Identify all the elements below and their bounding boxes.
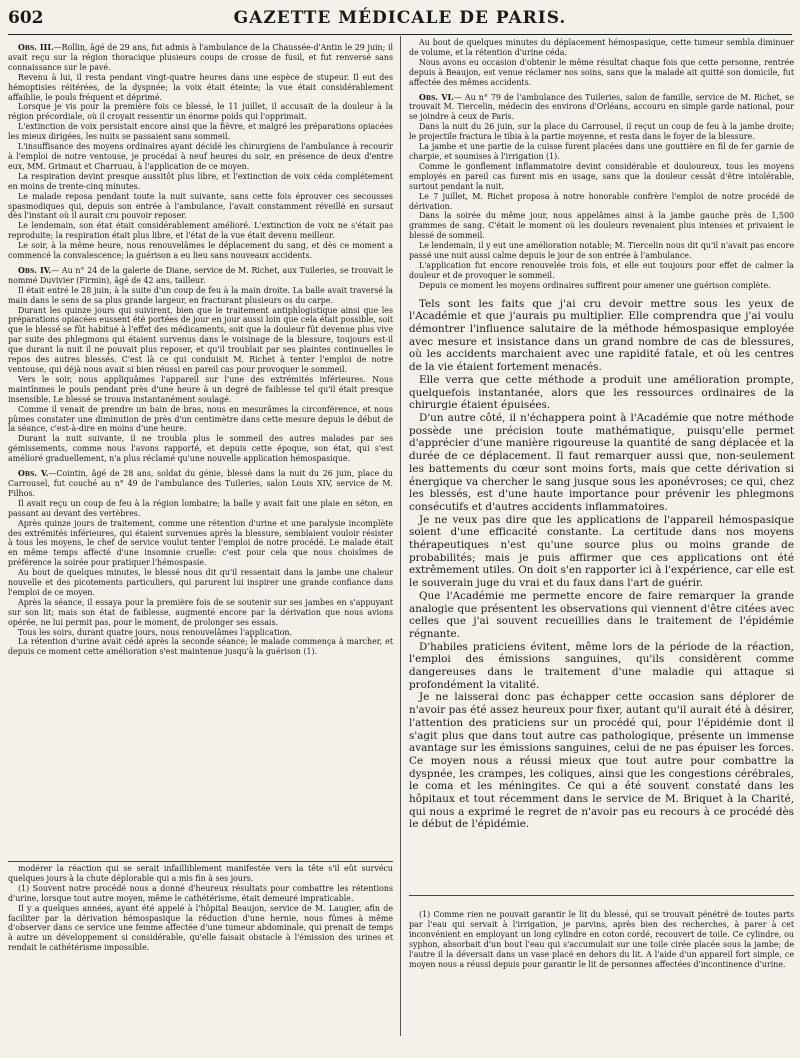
paragraph-text: La rétention d'urine avait cédé après la seconde séance; le malade commença à marcher, et depuis ce moment cette amélioration s'est maintenue jusqu'à la guérison (1). [8, 637, 393, 657]
paragraph-text: Le lendemain, son état était considérablement amélioré. L'extinction de voix ne s'était pas reproduite; la respiration était plus libre, et l'état de la vue était devenu meilleur. [8, 221, 393, 241]
body-paragraph [409, 298, 794, 374]
body-paragraph [409, 261, 794, 281]
paragraph-text: Depuis ce moment les moyens ordinaires suffirent pour amener une guérison complète. [419, 280, 771, 290]
body-paragraph [8, 241, 393, 261]
body-paragraph [8, 122, 393, 142]
paragraph-text: —Cointin, âgé de 28 ans, soldat du génie, blessé dans la nuit du 26 juin, place du Carrousel, fut couché au n° 49 de l'ambulance des Tuileries, salon Louis XIV, service de M. Filhos. [8, 469, 393, 498]
observation-label: Obs. III. [18, 43, 54, 52]
body-paragraph [8, 142, 393, 172]
left-column [8, 38, 393, 1023]
paragraph-text: Dans la soirée du même jour, nous appelâmes ainsi à la jambe gauche près de 1,500 grammes de sang. C'était le moment où les douleurs revenaient plus intenses et privaient le blessé de sommeil. [409, 211, 794, 241]
body-paragraph [8, 286, 393, 306]
observation-label: Obs. V. [18, 469, 49, 479]
paragraph-text: Lorsque je vis pour la première fois ce blessé, le 11 juillet, il accusait de la douleur à la région précordiale, où il croyait ressentir un énorme poids qui l'opprimait. [8, 102, 393, 122]
paragraph-text: Je ne veux pas dire que les applications de l'appareil hémospasique soient d'une efficacité constante. La certitude dans nos moyens thérapeutiques n'est qu'une source plus ou moins grande de probabilités; mais je puis affirmer que ces applications ont été extrêmement utiles. On doit s'en rapporter ici à l'expérience, car elle est le souverain juge du vrai et du faux dans l'art de guérir. [409, 513, 794, 590]
paragraph-text: Le lendemain, il y eut une amélioration notable; M. Tiercelin nous dit qu'il n'avait pas encore passé une nuit aussi calme depuis le jour de son entrée à l'ambulance. [409, 241, 794, 261]
paragraph-text: — Au n° 79 de l'ambulance des Tuileries, salon de famille, service de M. Richet, se trouvait M. Tiercelin, médecin des environs d'Orléans, accouru en simple garde national, pour se joindre à ceux de Paris. [409, 92, 794, 122]
body-paragraph [8, 192, 393, 222]
body-paragraph [8, 499, 393, 519]
paragraph-text: Le soir, à la même heure, nous renouvelâmes le déplacement du sang, et dès ce moment a commencé la convalescence; la guérison a eu lieu sans nouveaux accidents. [8, 241, 393, 261]
body-paragraph [409, 590, 794, 641]
body-paragraph [409, 412, 794, 514]
paragraph-text: Le 7 juillet, M. Richet proposa à notre honorable confrère l'emploi de notre procédé de dérivation. [409, 191, 794, 211]
paragraph-text: Le malade reposa pendant toute la nuit suivante, sans cette fois éprouver ces secousses spasmodiques qui, depuis son entrée à l'ambulance, l'avait constamment réveillé en sursaut dès l'instant où il aurait cru pouvoir reposer. [8, 191, 393, 221]
body-paragraph [409, 281, 794, 291]
paragraph-text: Au bout de quelques minutes du déplacement hémospasique, cette tumeur sembla diminuer de volume, et la rétention d'urine céda. [409, 38, 794, 57]
paragraph-text: L'insuffisance des moyens ordinaires ayant décidé les chirurgiens de l'ambulance à recourir à l'emploi de notre ventouse, je procédai à neuf heures du soir, en présence de deux d'entre eux, MM. Grimaut et Charruau, à l'application de ce moyen. [8, 142, 393, 171]
body-paragraph [409, 241, 794, 261]
body-paragraph [8, 172, 393, 192]
body-paragraph [409, 641, 794, 692]
paragraph-text: D'habiles praticiens évitent, même lors de la période de la réaction, l'emploi des émissions sanguines, qu'ils considèrent comme dangereuses dans le traitement d'une maladie qui attaque si profondément la vitalité. [409, 640, 794, 691]
body-paragraph [409, 122, 794, 142]
paragraph-text: Après quinze jours de traitement, comme une rétention d'urine et une paralysie incomplète des extrémités inférieures, qui étaient survenues après la blessure, semblaient vouloir résister à tous les moyens, le chef de service voulut tenter l'emploi de notre procédé. Le malade était en même temps affecté d'une insomnie cruelle: c'est pour cela que nous choisîmes de préférence la soirée pour pratiquer l'hémospasie. [8, 518, 393, 568]
paragraph-text: Que l'Académie me permette encore de faire remarquer la grande analogie que présentent les observations qui viennent d'être citées avec celles que j'ai souvent recueillies dans le traitement de l'épidémie régnante. [409, 589, 794, 640]
body-paragraph [409, 211, 794, 241]
paragraph-text: — Au n° 24 de la galerie de Diane, service de M. Richet, aux Tuileries, se trouvait le nommé Duvivier (Firmin), âgé de 42 ans, tailleur. [8, 265, 393, 285]
observation-heading-paragraph [8, 43, 393, 73]
footnote [409, 895, 794, 969]
page-header [8, 6, 792, 35]
body-paragraph [409, 374, 794, 412]
paragraph-text: Il était entré le 28 juin, à la suite d'un coup de feu à la main droite. La balle avait traversé la main dans le sens de sa plus grande largeur, en fracturant plusieurs os du carpe. [8, 285, 393, 305]
paragraph-text: La respiration devint presque aussitôt plus libre, et l'extinction de voix cédа complétement en moins de trente-cinq minutes. [8, 171, 393, 191]
body-paragraph [8, 434, 393, 464]
paragraph-text: Revenu à lui, il resta pendant vingt-quatre heures dans une espèce de stupeur. Il eut des hémoptisies réitérées, de la dyspnée; la voix était éteinte; la vue était considérablement affaiblie, le pouls fréquent et déprimé. [8, 72, 393, 102]
body-paragraph [8, 306, 393, 375]
paragraph-text: Durant la nuit suivante, il ne troubla plus le sommeil des autres malades par ses gémissements, comme nous l'avons rapporté, et depuis cette époque, son état, qui s'est amélioré graduellement, n'a plus réclamé qu'une nouvelle application hémospasique. [8, 434, 393, 464]
observation-label: Obs. VI. [419, 92, 454, 102]
paragraph-text: Elle verra que cette méthode a produit une amélioration prompte, quelquefois instantanée, alors que les ressources ordinaires de la chirurgie étaient épuisées. [409, 373, 794, 412]
body-paragraph [8, 884, 393, 904]
paragraph-text: modérer la réaction qui se serait infailliblement manifestée vers la tête s'il eût survécu quelques jours à la chute déplorable qui a mis fin à ses jours. [8, 864, 393, 883]
paragraph-text: Dans la nuit du 26 juin, sur la place du Carrousel, il reçut un coup de feu à la jambe droite; le projectile fractura le tibia à la partie moyenne, et resta dans le foyer de la blessure. [409, 122, 794, 142]
body-paragraph [409, 691, 794, 831]
body-paragraph [409, 58, 794, 88]
body-paragraph [8, 405, 393, 435]
observation-heading-paragraph [8, 469, 393, 499]
body-paragraph [8, 568, 393, 598]
body-paragraph [8, 904, 393, 954]
paragraph-text: Il y a quelques années, ayant été appelé à l'hôpital Beaujon, service de M. Laugier, afin de faciliter par la dérivation hémospasique la réduction d'une hernie, nous fûmes à même d'observer dans ce service une femme affectée d'une tumeur abdominale, qui prenait de temps à autre un développement si considérable, qu'elle faisait obstacle à l'émission des urines et rendait le cathétérisme impossible. [8, 903, 393, 953]
body-paragraph [8, 221, 393, 241]
paragraph-text: Au bout de quelques minutes, le blessé nous dit qu'il ressentait dans la jambe une chaleur nouvelle et des picotements particuliers, qui parurent lui inspirer une grande confiance dans l'emploi de ce moyen. [8, 568, 393, 597]
paragraph-text: D'un autre côté, il n'échappera point à l'Académie que notre méthode possède une précision toute mathématique, puisqu'elle permet d'apprécier d'une manière rigoureuse la quantité de sang déplacée et la durée de ce déplacement. Il faut remarquer aussi que, non-seulement les battements du cœur sont moins forts, mais que cette dérivation si énergique va chercher le sang jusque sous les aponévroses; ce qui, chez les blessés, est d'une haute importance pour prévenir les phlegmons consécutifs et d'autres accidents inflammatoires. [409, 411, 794, 513]
paragraph-text: Tous les soirs, durant quatre jours, nous renouvelâmes l'application. [18, 627, 292, 637]
body-paragraph [409, 38, 794, 58]
body-paragraph [409, 142, 794, 162]
paragraph-text: Il avait reçu un coup de feu à la région lombaire; la balle y avait fait une plaie en séton, en passant au devant des vertèbres. [8, 498, 393, 518]
body-paragraph [8, 637, 393, 657]
paragraph-text: Je ne laisserai donc pas échapper cette occasion sans déplorer de n'avoir pas été assez heureux pour fixer, autant qu'il aurait été à désirer, l'attention des praticiens sur un procédé qui, pour l'épidémie dont il s'agit plus que dans tout autre cas pathologique, présente un immense avantage sur les émissions sanguines, celui de ne pas épuiser les forces. Ce moyen nous a réussi mieux que tout autre pour combattre la dyspnée, les crampes, les coliques, ainsi que les congestions cérébrales, le coma et les méningites. Ce qui a été souvent constaté dans les hôpitaux et tout récemment dans le service de M. Briquet à la Charité, qui nous a exprimé le regret de n'avoir pas eu recours à ce procédé dès le début de l'épidémie. [409, 691, 794, 831]
observation-label: Obs. IV. [18, 265, 52, 275]
paragraph-text: Comme il venait de prendre un bain de bras, nous en mesurâmes la circonférence, et nous pûmes constater une diminution de près d'un centimètre dans cette mesure depuis le début de la séance, c'est-à-dire en moins d'une heure. [8, 404, 393, 434]
paragraph-text: Tels sont les faits que j'ai cru devoir mettre sous les yeux de l'Académie et que j'aurais pu multiplier. Elle comprendra que j'ai voulu démontrer l'influence salutaire de la méthode hémospasique employée avec mesure et insistance dans un grand nombre de cas de blessures, où les accidents marchaient avec une rapidité fatale, et où les centres de la vie étaient fortement menacés. [409, 297, 794, 374]
observation-heading-paragraph [8, 266, 393, 286]
paragraph-text: (1) Souvent notre procédé nous a donné d'heureux résultats pour combattre les rétentions d'urine, lorsque tout autre moyen, même le cathétérisme, était demeuré impraticable. [8, 883, 393, 903]
right-column [409, 38, 794, 1023]
observation-heading-paragraph [409, 93, 794, 123]
paragraph-text: Comme le gonflement inflammatoire devint considérable et douloureux, tous les moyens employés en pareil cas furent mis en usage, sans que la douleur cessât d'être intolérable, surtout pendant la nuit. [409, 161, 794, 191]
paragraph-text: —Rollin, âgé de 29 ans, fut admis à l'ambulance de la Chaussée-d'Antin le 29 juin; il avait reçu sur la région thoracique plusieurs coups de crosse de fusil, et fut renversé sans connaissance sur le pavé. [8, 43, 393, 72]
body-paragraph [8, 519, 393, 569]
page-number: 602 [8, 8, 44, 28]
body-paragraph [8, 73, 393, 103]
body-paragraph [409, 514, 794, 590]
column-divider [400, 36, 401, 1036]
footnote-text: (1) Comme rien ne pouvait garantir le lit du blessé, qui se trouvait pénétré de toutes parts par l'eau qui servait à l'irrigation, je parvins, après bien des recherches, à parer à cet inconvénient en employant un long cylindre en coton cordé, recouvert de toile. Ce cylindre, ou syphon, absorbait d'un bout l'eau qui s'accumulait sur une toile cirée placée sous la jambe; de l'autre il la déversait dans un vase placé en dehors du lit. A l'aide d'un appareil fort simple, ce moyen nous a réussi depuis pour garantir le lit de personnes affectées d'incontinence d'urine. [409, 910, 794, 969]
journal-title: GAZETTE MÉDICALE DE PARIS. [233, 8, 567, 28]
paragraph-text: L'application fut encore renouvelée trois fois, et elle eut toujours pour effet de calmer la douleur et de provoquer le sommeil. [409, 260, 794, 280]
body-paragraph [8, 598, 393, 628]
left-column-bottom [8, 861, 393, 953]
paragraph-text: La jambe et une partie de la cuisse furent placées dans une gouttière en fil de fer garnie de charpie, et soumises à l'irrigation (1). [409, 142, 794, 161]
paragraph-text: Durant les quinze jours qui suivirent, bien que le traitement antiphlogistique ainsi que les préparations opiacées eussent été portées de jour en jour aussi loin que cela était possible, soit que le blessé se fût habitué à l'effet des médicaments, soit que la douleur fût devenue plus vive par suite des phlegmons qui étaient survenus dans le voisinage de la blessure, toujours est-il que durant la nuit il ne pouvait plus reposer, et qu'il troublait par ses plaintes continuelles le repos des autres blessés. C'est là ce qui conduisit M. Richet à tenter l'emploi de notre ventouse, qui déjà nous avait si bien réussi en pareil cas pour provoquer le sommeil. [8, 305, 393, 374]
body-paragraph [409, 162, 794, 192]
body-paragraph [8, 102, 393, 122]
body-paragraph [8, 375, 393, 405]
paragraph-text: Vers le soir, nous appliquâmes l'appareil sur l'une des extrémités inférieures. Nous maintînmes le pouls pendant près d'une heure à un degré de faiblesse tel qu'il était presque insensible. Le blessé se trouva instantanément soulagé. [8, 374, 393, 404]
body-paragraph [8, 864, 393, 884]
body-paragraph [409, 192, 794, 212]
paragraph-text: Nous avons eu occasion d'obtenir le même résultat chaque fois que cette personne, rentrée depuis à Beaujon, est venue réclamer nos soins, sans que la malade ait quitté son domicile, fut affectée des mêmes accidents. [409, 57, 794, 87]
body-paragraph [8, 628, 393, 638]
paragraph-text: L'extinction de voix persistait encore ainsi que la fièvre, et malgré les préparations opiacées les mieux dirigées, les nuits se passaient sans sommeil. [8, 122, 393, 142]
paragraph-text: Après la séance, il essaya pour la première fois de se soutenir sur ses jambes en s'appuyant sur son lit; mais son état de faiblesse, augmenté encore par la dérivation que nous avions opérée, ne lui permit pas, pour le moment, de prolonger ses essais. [8, 597, 393, 627]
